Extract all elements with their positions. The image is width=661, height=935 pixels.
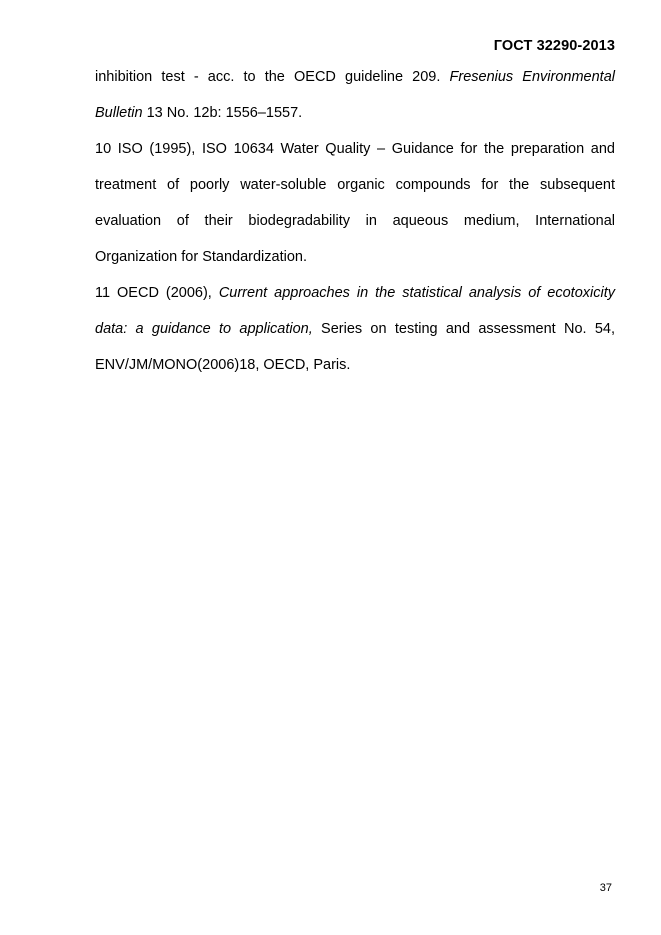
reference-continuation	[95, 59, 615, 131]
reference-text: inhibition test - acc. to the OECD guideline 209.	[95, 69, 450, 85]
reference-text: 11 OECD (2006),	[95, 285, 219, 301]
journal-title: Fresenius Environmental Bulletin	[95, 69, 615, 121]
reference-text: 10 ISO (1995), ISO 10634 Water Quality – Guidance for the preparation and treatment of poorly water-soluble organic compounds for the subsequent evaluation of their biodegradability in aqueous medium, International Organization for Standardization.	[95, 141, 615, 265]
reference-item-10	[95, 131, 615, 275]
reference-text: 13 No. 12b: 1556–1557.	[142, 105, 303, 121]
reference-text: Series on testing and assessment No. 54, ENV/JM/MONO(2006)18, OECD, Paris.	[95, 321, 615, 373]
document-header-code: ГОСТ 32290-2013	[493, 38, 615, 54]
references-list	[95, 59, 615, 383]
publication-title: Current approaches in the statistical analysis of ecotoxicity data: a guidance to application,	[95, 285, 615, 337]
reference-item-11	[95, 275, 615, 383]
page-number: 37	[599, 882, 612, 894]
